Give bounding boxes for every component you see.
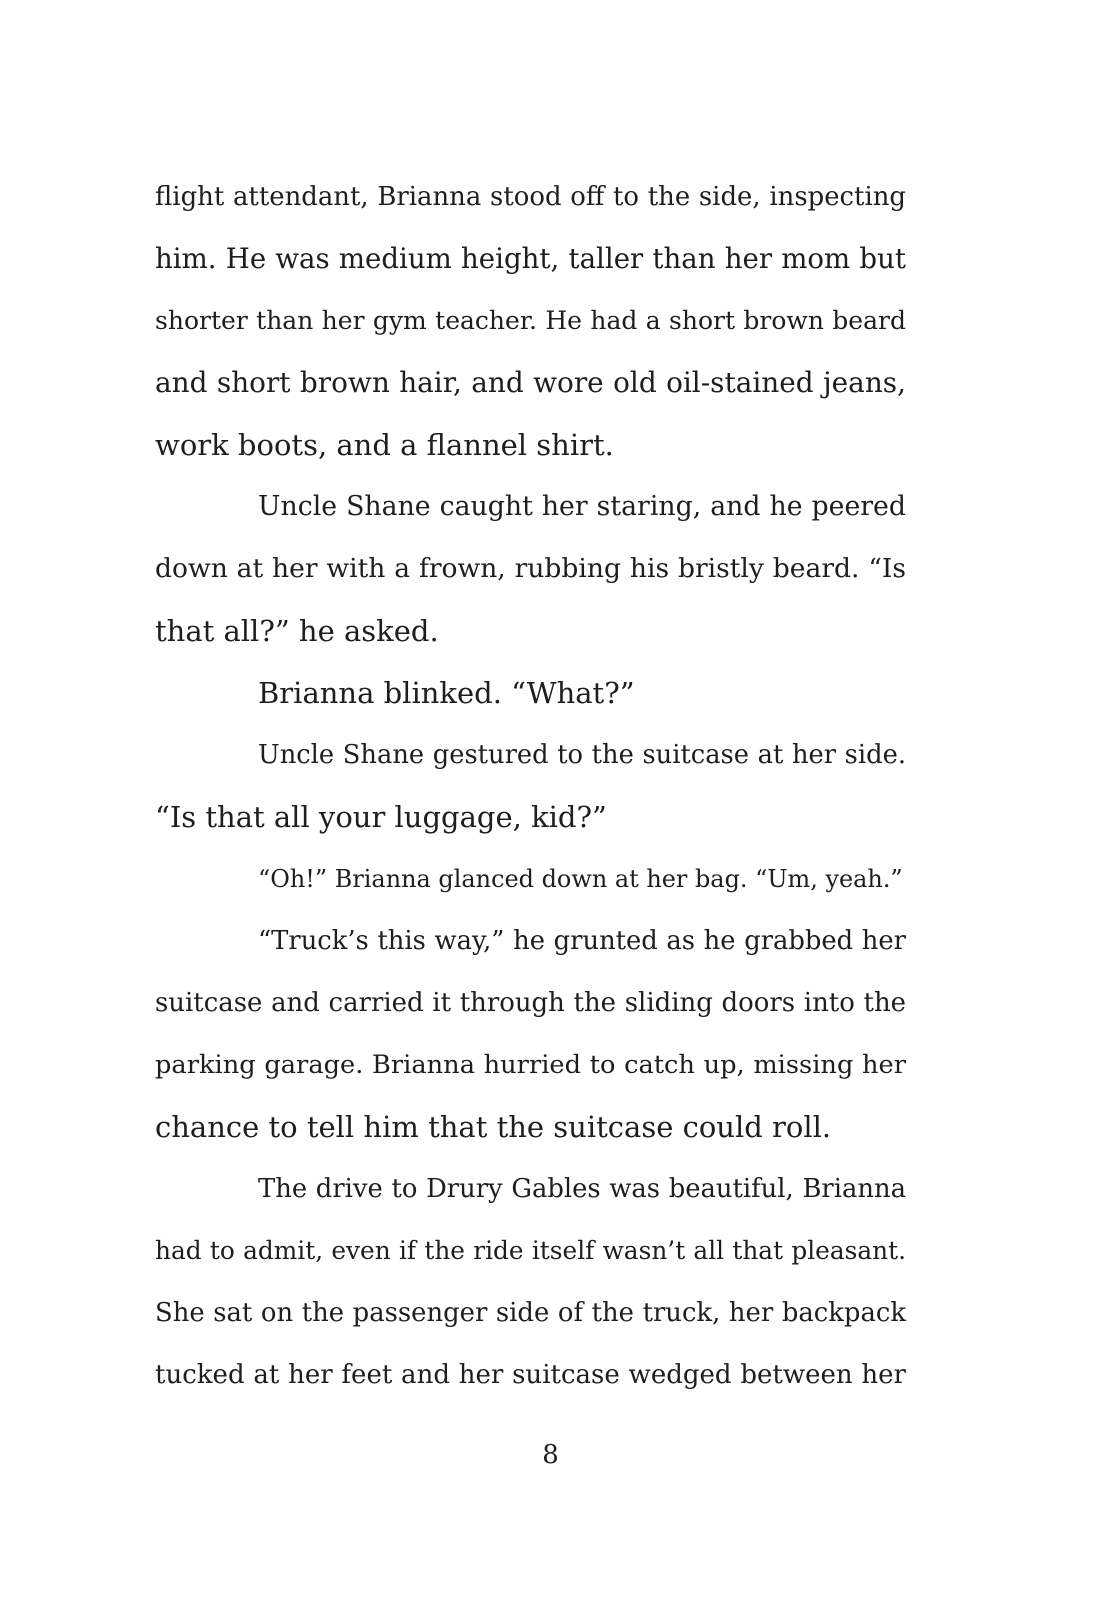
text-line: down at her with a frown, rubbing his bristly beard. “Is	[155, 553, 906, 584]
text-line: parking garage. Brianna hurried to catch up, missing her	[155, 1050, 906, 1080]
text-line: that all?” he asked.	[155, 614, 439, 648]
text-line: chance to tell him that the suitcase could roll.	[155, 1110, 832, 1144]
text-line: suitcase and carried it through the sliding doors into the	[155, 988, 906, 1018]
text-line: “Truck’s this way,” he grunted as he grabbed her	[258, 926, 906, 956]
text-line: Uncle Shane gestured to the suitcase at her side.	[258, 740, 906, 770]
text-line: The drive to Drury Gables was beautiful, Brianna	[258, 1174, 906, 1204]
body-text	[155, 166, 906, 1406]
text-line: and short brown hair, and wore old oil-stained jeans,	[155, 366, 906, 399]
text-line: flight attendant, Brianna stood off to the side, inspecting	[155, 182, 906, 212]
text-line: “Is that all your luggage, kid?”	[155, 800, 607, 834]
page-number: 8	[542, 1440, 559, 1470]
text-line: had to admit, even if the ride itself wasn’t all that pleasant.	[155, 1236, 906, 1265]
text-line: work boots, and a flannel shirt.	[155, 428, 614, 462]
text-line: tucked at her feet and her suitcase wedged between her	[155, 1360, 906, 1390]
text-line: She sat on the passenger side of the truck, her backpack	[155, 1298, 906, 1328]
text-line: him. He was medium height, taller than her mom but	[155, 242, 906, 275]
text-line: Uncle Shane caught her staring, and he peered	[258, 491, 906, 522]
text-line: shorter than her gym teacher. He had a short brown beard	[155, 306, 906, 335]
text-line: “Oh!” Brianna glanced down at her bag. “Um, yeah.”	[258, 865, 903, 893]
text-line: Brianna blinked. “What?”	[258, 676, 635, 710]
